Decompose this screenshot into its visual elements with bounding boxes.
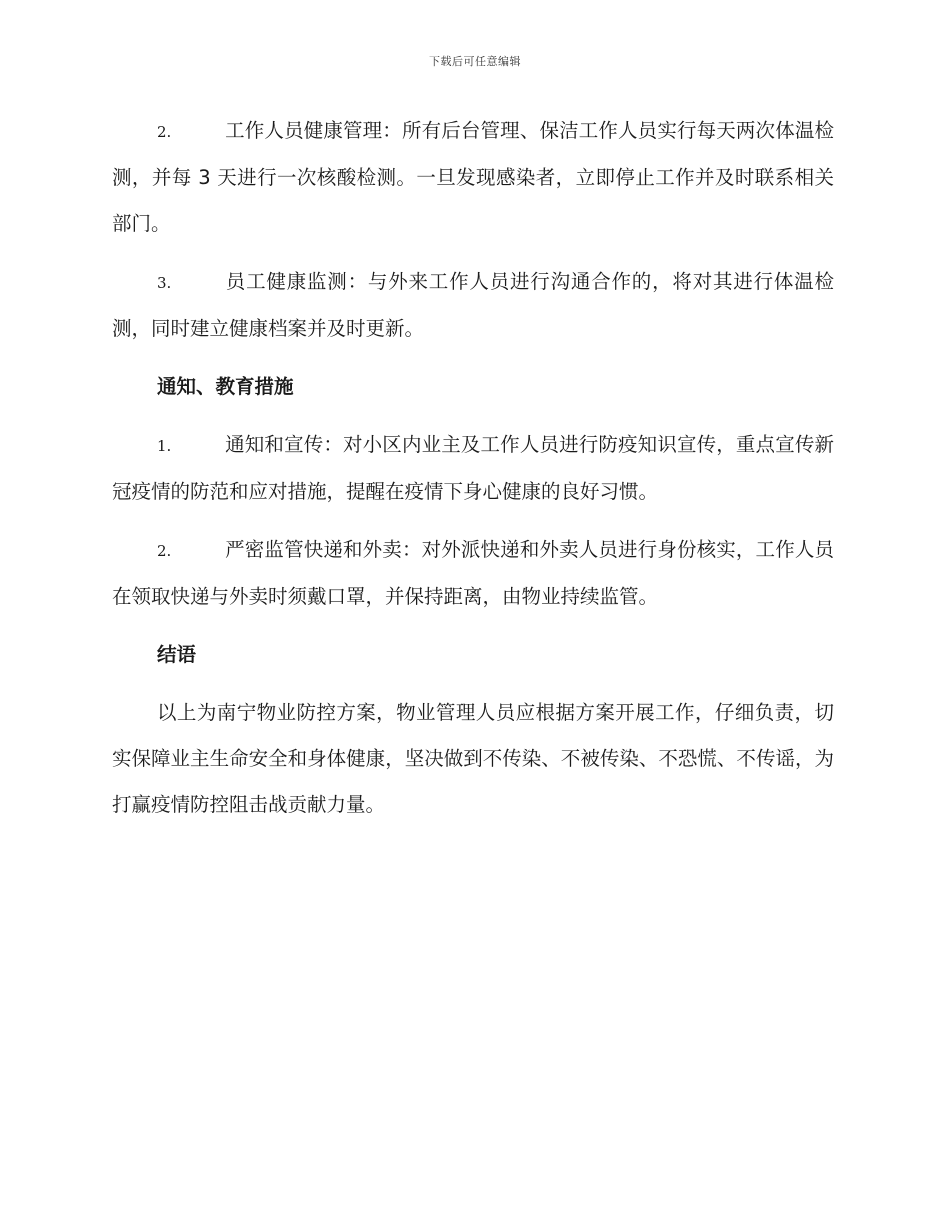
conclusion-paragraph: 以上为南宁物业防控方案，物业管理人员应根据方案开展工作，仔细负责，切实保障业主生命安全和身体健康，坚决做到不传染、不被传染、不恐慌、不传谣，为打赢疫情防控阻击战贡献力量。 xyxy=(112,701,834,816)
list-item-text: 严密监管快递和外卖：对外派快递和外卖人员进行身份核实，工作人员在领取快递与外卖时须戴口罩，并保持距离，由物业持续监管。 xyxy=(112,538,834,608)
section-heading-conclusion: 结语 xyxy=(157,643,197,666)
page-header: 下载后可任意编辑 xyxy=(429,55,521,68)
section-heading-notice: 通知、教育措施 xyxy=(157,375,294,398)
list-item-staff-health-monitoring xyxy=(112,259,834,352)
list-item-text: 员工健康监测：与外来工作人员进行沟通合作的，将对其进行体温检测，同时建立健康档案并及时更新。 xyxy=(112,270,834,340)
list-number: 1. xyxy=(157,437,172,455)
list-number: 2. xyxy=(157,542,172,560)
list-item-staff-health-management xyxy=(112,108,834,247)
document-body xyxy=(112,108,834,840)
list-number: 2. xyxy=(157,123,172,141)
list-item-text: 工作人员健康管理：所有后台管理、保洁工作人员实行每天两次体温检测，并每 3 天进行一次核酸检测。一旦发现感染者，立即停止工作并及时联系相关部门。 xyxy=(112,119,834,235)
list-item-notice-publicity xyxy=(112,422,834,515)
list-item-delivery-supervision xyxy=(112,527,834,620)
list-number: 3. xyxy=(157,274,172,292)
list-item-text: 通知和宣传：对小区内业主及工作人员进行防疫知识宣传，重点宣传新冠疫情的防范和应对措施，提醒在疫情下身心健康的良好习惯。 xyxy=(112,433,834,503)
